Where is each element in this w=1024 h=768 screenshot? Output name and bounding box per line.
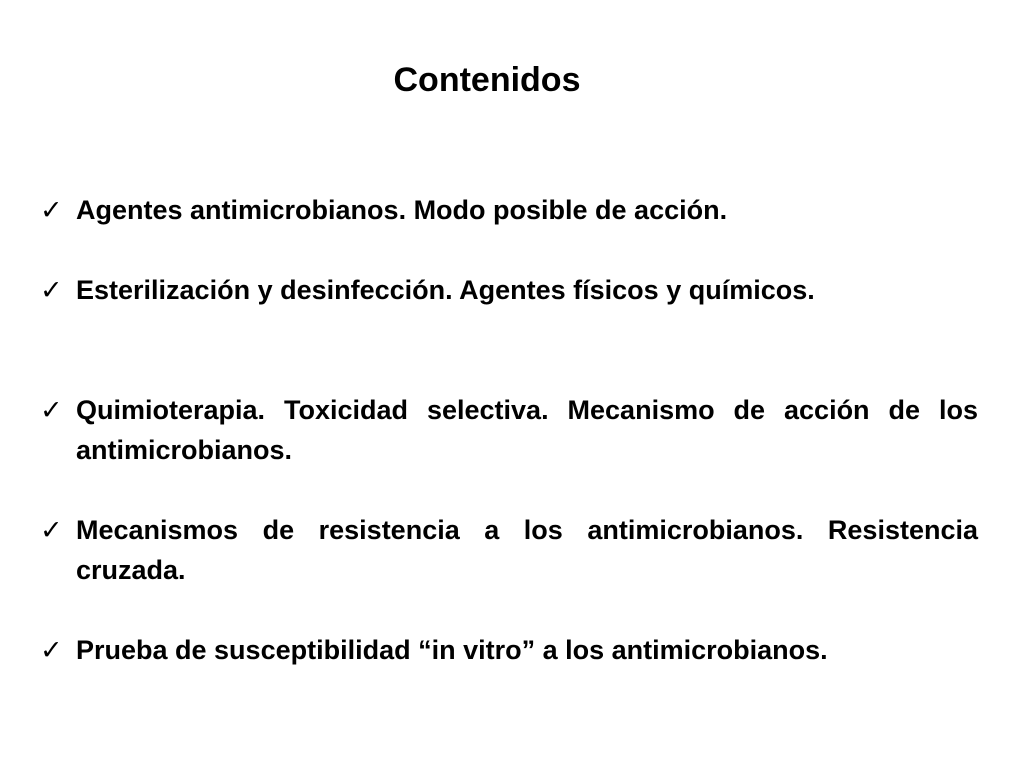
bullet-text: Mecanismos de resistencia a los antimicrobianos. Resistencia cruzada. bbox=[76, 515, 978, 585]
bullet-text: Quimioterapia. Toxicidad selectiva. Mecanismo de acción de los antimicrobianos. bbox=[76, 395, 978, 465]
bullet-item bbox=[40, 510, 978, 590]
bullet-item bbox=[40, 390, 978, 470]
check-icon: ✓ bbox=[40, 395, 63, 425]
slide-title bbox=[0, 56, 974, 104]
bullet-text: Agentes antimicrobianos. Modo posible de acción. bbox=[76, 195, 728, 225]
check-icon: ✓ bbox=[40, 195, 63, 225]
bullet-text: Prueba de susceptibilidad “in vitro” a los antimicrobianos. bbox=[76, 635, 828, 665]
check-icon: ✓ bbox=[40, 275, 63, 305]
check-icon: ✓ bbox=[40, 515, 63, 545]
check-icon: ✓ bbox=[40, 635, 63, 665]
bullet-text: Esterilización y desinfección. Agentes físicos y químicos. bbox=[76, 275, 815, 305]
bullet-item bbox=[40, 190, 978, 230]
slide-title-text: Contenidos bbox=[393, 61, 581, 99]
bullet-item bbox=[40, 630, 978, 670]
bullet-item bbox=[40, 270, 978, 310]
